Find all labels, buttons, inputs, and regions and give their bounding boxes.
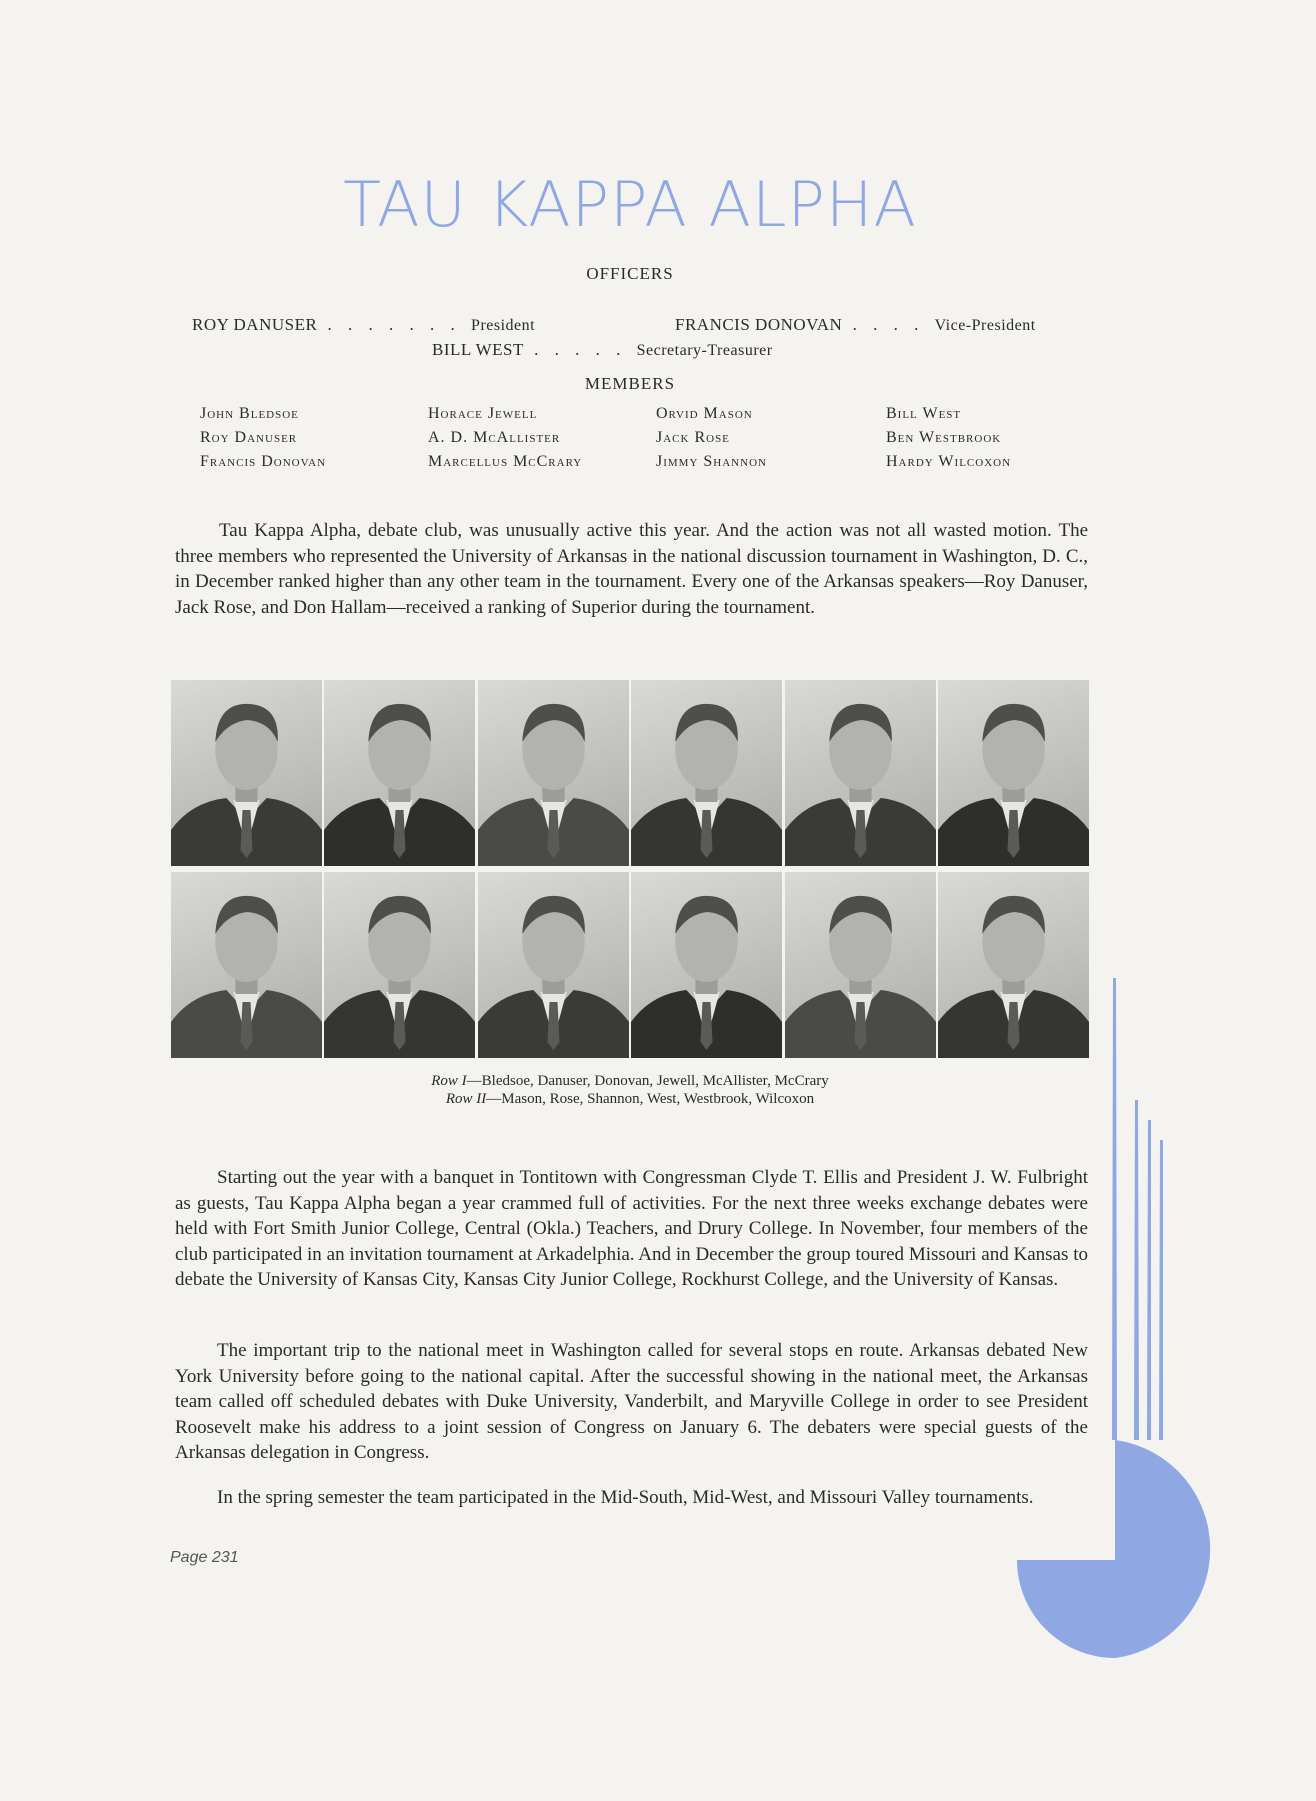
- ornament-line-1: [1112, 978, 1117, 1440]
- portrait-grid: [171, 680, 1089, 1058]
- officers-heading: OFFICERS: [586, 264, 674, 283]
- portrait-photo: [171, 680, 322, 866]
- body-paragraph-2: The important trip to the national meet in Washington called for several stops en route. Arkansas debated New York University before going to the national capital. After the successful showing in the national meet, the Arkansas team called off scheduled debates with Duke University, Vanderbilt, and Maryville College in order to see President Roosevelt make his address to a joint session of Congress on January 6. The debaters were special guests of the Arkansas delegation in Congress.: [175, 1340, 1088, 1464]
- body-paragraph-3: In the spring semester the team participated in the Mid-South, Mid-West, and Missouri Valley tournaments.: [217, 1487, 1034, 1508]
- member-name: Marcellus McCrary: [428, 453, 583, 470]
- portrait-photo: [324, 872, 475, 1058]
- portrait-photo: [324, 680, 475, 866]
- ornament-line-2: [1134, 1100, 1139, 1440]
- member-name: Horace Jewell: [428, 405, 538, 422]
- member-name: Bill West: [886, 405, 962, 422]
- portrait-photo: [631, 680, 782, 866]
- members-list: [200, 404, 1086, 472]
- vice-role: Vice-President: [934, 317, 1036, 334]
- members-heading: MEMBERS: [584, 374, 676, 393]
- secretary-name: BILL WEST: [432, 340, 524, 359]
- officer-secretary: BILL WEST . . . . . Secretary-Treasurer: [432, 340, 773, 359]
- portrait-photo: [938, 680, 1089, 866]
- member-name: A. D. McAllister: [428, 429, 561, 446]
- member-name: Ben Westbrook: [886, 429, 1002, 446]
- portrait-photo: [785, 872, 936, 1058]
- officer-vice-president: FRANCIS DONOVAN . . . . Vice-President: [675, 315, 1036, 334]
- member-name: Roy Danuser: [200, 429, 298, 446]
- page-title: TAU KAPPA ALPHA: [343, 168, 917, 241]
- body-paragraph-1: Starting out the year with a banquet in Tontitown with Congressman Clyde T. Ellis and President J. W. Fulbright as guests, Tau Kappa Alpha began a year crammed full of activities. For the next three weeks exchange debates were held with Fort Smith Junior College, Central (Okla.) Teachers, and Drury College. In November, four members of the club participated in an invitation tournament at Arkadelphia. And in December the group toured Missouri and Kansas to debate the University of Kansas City, Kansas City Junior College, Rockhurst College, and the University of Kansas.: [175, 1167, 1088, 1291]
- secretary-role: Secretary-Treasurer: [636, 342, 773, 359]
- vice-name: FRANCIS DONOVAN: [675, 315, 843, 334]
- member-name: Francis Donovan: [200, 453, 327, 470]
- ornament-circle: [1017, 1440, 1210, 1658]
- portrait-photo: [478, 872, 629, 1058]
- member-name: Hardy Wilcoxon: [886, 453, 1012, 470]
- caption-row-2-label: Row II: [445, 1091, 487, 1107]
- ornament-line-3: [1147, 1120, 1151, 1440]
- portrait-photo: [631, 872, 782, 1058]
- page-number: Page 231: [170, 1549, 239, 1566]
- member-name: Jack Rose: [656, 429, 730, 446]
- president-name: ROY DANUSER: [192, 315, 318, 334]
- portrait-photo: [478, 680, 629, 866]
- portrait-photo: [171, 872, 322, 1058]
- member-name: Jimmy Shannon: [656, 453, 767, 470]
- portrait-photo: [785, 680, 936, 866]
- member-name: John Bledsoe: [200, 405, 299, 422]
- officer-president: ROY DANUSER . . . . . . . President: [192, 315, 536, 334]
- caption-row-2-names: —Mason, Rose, Shannon, West, Westbrook, Wilcoxon: [486, 1091, 815, 1107]
- caption-row-1-label: Row I: [431, 1073, 467, 1089]
- caption-row-1-names: —Bledsoe, Danuser, Donovan, Jewell, McAllister, McCrary: [466, 1073, 829, 1089]
- intro-paragraph: Tau Kappa Alpha, debate club, was unusually active this year. And the action was not all wasted motion. The three members who represented the University of Arkansas in the national discussion tournament in Washington, D. C., in December ranked higher than any other team in the tournament. Every one of the Arkansas speakers—Roy Danuser, Jack Rose, and Don Hallam—received a ranking of Superior during the tournament.: [175, 520, 1088, 618]
- member-name: Orvid Mason: [656, 405, 753, 422]
- ornament-line-4: [1159, 1140, 1163, 1440]
- president-role: President: [471, 317, 536, 334]
- decorative-ornament: [1010, 970, 1240, 1670]
